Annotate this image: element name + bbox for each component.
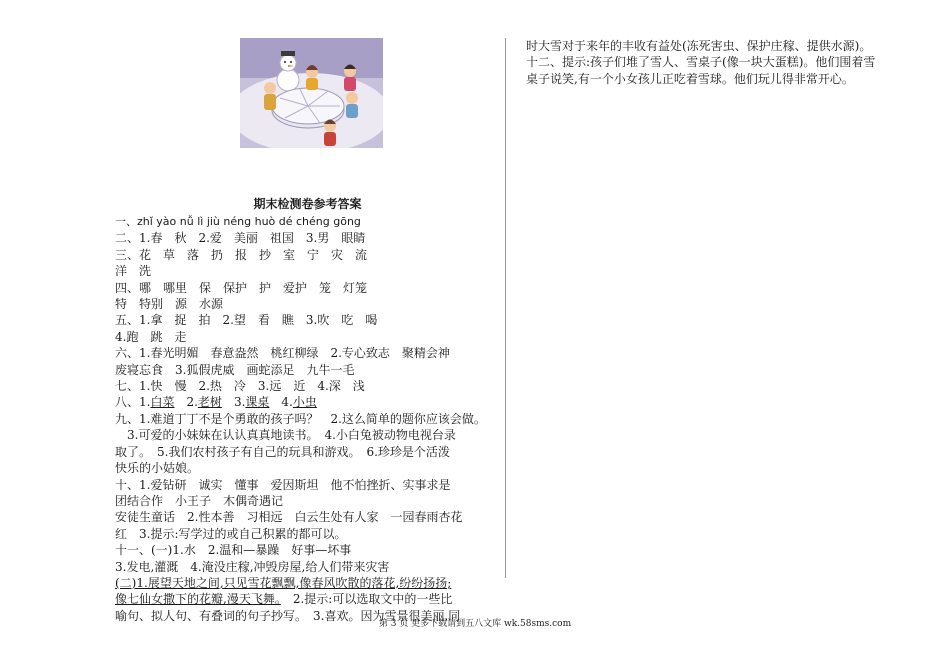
answer-11-line-3: (二)1.展望天地之间,只见雪花飘飘,像春风吹散的落花,纷纷扬扬; <box>115 575 452 590</box>
answer-10-line-4: 红 3.提示:写学过的或自己积累的都可以。 <box>115 526 347 541</box>
answer-2: 二、1.春 秋 2.爱 美丽 祖国 3.男 眼睛 <box>115 231 366 246</box>
answer-5-line-1: 五、1.拿 捉 拍 2.望 看 瞧 3.吹 吃 喝 <box>115 313 378 328</box>
answer-11-line-4-rest: 2.提示:可以选取文中的一些比 <box>280 592 453 607</box>
answer-12-line-2: 桌子说笑,有一个小女孩儿正吃着雪球。他们玩儿得非常开心。 <box>526 71 854 86</box>
answer-4-line-1: 四、哪 哪里 保 保护 护 爱护 笼 灯笼 <box>115 280 368 295</box>
column-divider <box>505 38 506 578</box>
answer-5-line-2: 4.跑 跳 走 <box>115 329 187 344</box>
answer-4-line-2: 特 特别 源 水源 <box>115 297 224 312</box>
answer-11-line-2: 3.发电,灌溉 4.淹没庄稼,冲毁房屋,给人们带来灾害 <box>115 559 390 574</box>
answer-8-word-4: 小虫 <box>292 395 317 410</box>
answer-8-sep-3: 3. <box>221 395 246 410</box>
answer-8 <box>115 394 500 410</box>
answer-11-line-5: 喻句、拟人句、有叠词的句子抄写。 3.喜欢。因为雪景很美丽,同 <box>115 608 461 623</box>
answer-8-sep-2: 2. <box>174 395 198 410</box>
page-footer: 第 3 页 更多下载请到五八文库 wk.58sms.com <box>378 619 572 629</box>
answer-9-line-3: 取了。 5.我们农村孩子有自己的玩具和游戏。 6.珍珍是个活泼 <box>115 444 450 459</box>
answer-9-line-4: 快乐的小姑娘。 <box>115 461 200 476</box>
answer-3-line-2: 洋 洗 <box>115 264 152 279</box>
answer-11-line-4 <box>115 591 500 607</box>
answer-8-prefix: 八、1. <box>115 395 151 410</box>
answer-11-continued: 时大雪对于来年的丰收有益处(冻死害虫、保护庄稼、提供水源)。 <box>526 39 872 53</box>
answer-3-line-1: 三、花 草 落 扔 报 抄 室 宁 灾 流 <box>115 247 368 262</box>
answer-9-line-1: 九、1.难道丁丁不是个勇敢的孩子吗？ 2.这么简单的题你应该会做。 <box>115 411 486 426</box>
answer-8-word-1: 白菜 <box>150 395 175 410</box>
answer-8-word-2: 老树 <box>197 395 222 410</box>
answer-6-line-1: 六、1.春光明媚 春意盎然 桃红柳绿 2.专心致志 聚精会神 <box>115 346 450 361</box>
answer-8-word-3: 课桌 <box>245 395 270 410</box>
answer-9-line-2: 3.可爱的小妹妹在认认真真地读书。 4.小白兔被动物电视台录 <box>115 428 456 443</box>
answer-10-line-2: 团结合作 小王子 木偶奇遇记 <box>115 493 284 508</box>
answer-6-line-2: 废寝忘食 3.狐假虎威 画蛇添足 九牛一毛 <box>115 362 355 377</box>
answer-12-line-1: 十二、提示:孩子们堆了雪人、雪桌子(像一块大蛋糕)。他们围着雪 <box>526 55 876 70</box>
answer-10-line-3: 安徒生童话 2.性本善 习相远 白云生处有人家 一园春雨杏花 <box>115 510 463 525</box>
answer-11-line-4-underlined: 像七仙女撒下的花瓣,漫天飞舞。 <box>115 592 281 607</box>
answer-8-sep-4: 4. <box>269 395 293 410</box>
answer-10-line-1: 十、1.爱钻研 诚实 懂事 爱因斯坦 他不怕挫折、实事求是 <box>115 477 451 492</box>
answer-7: 七、1.快 慢 2.热 冷 3.远 近 4.深 浅 <box>115 379 365 394</box>
snow-scene-illustration <box>240 38 383 148</box>
answer-11-line-1: 十一、(一)1.水 2.温和—暴躁 好事—坏事 <box>115 543 352 558</box>
answers-left-column <box>115 196 500 624</box>
page-title: 期末检测卷参考答案 <box>253 197 362 211</box>
answer-1: 一、zhǐ yào nǚ lì jiù néng huò dé chéng gōng <box>115 215 361 228</box>
answers-right-column <box>526 38 906 87</box>
